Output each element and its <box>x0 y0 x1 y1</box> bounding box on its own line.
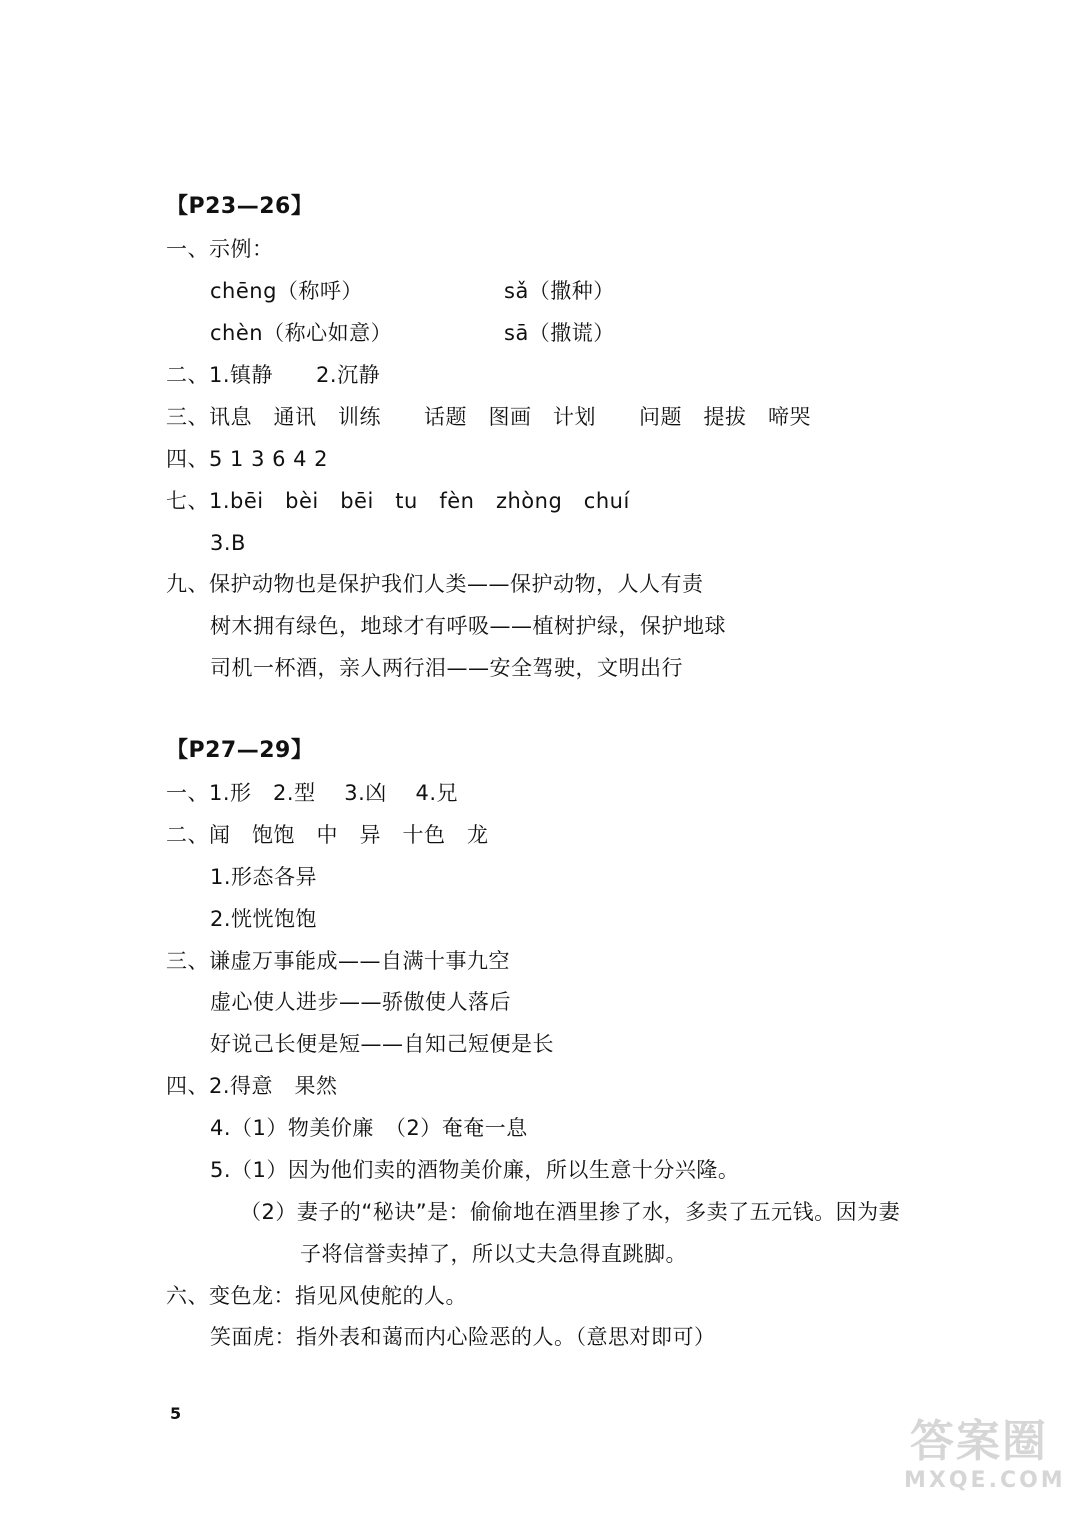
answer-line: 七、1.bēi bèi bēi tu fèn zhòng chuí <box>166 489 630 513</box>
watermark-logo <box>904 1416 1066 1516</box>
answer-line: 四、2.得意 果然 <box>166 1074 338 1098</box>
section-header-p23-26: 【P23—26】 <box>166 194 314 219</box>
answer-line: 虚心使人进步——骄傲使人落后 <box>210 990 511 1014</box>
answer-line: 笑面虎：指外表和蔼而内心险恶的人。（意思对即可） <box>210 1325 716 1349</box>
answer-line: 一、示例： <box>166 237 274 261</box>
answer-line: sā（撒谎） <box>504 321 615 345</box>
answer-line: 四、5 1 3 6 4 2 <box>166 447 329 471</box>
answer-line: 六、变色龙：指见风使舵的人。 <box>166 1284 467 1308</box>
answer-line: 1.形态各异 <box>210 865 318 889</box>
answer-line: 二、闻 饱饱 中 异 十色 龙 <box>166 823 489 847</box>
answer-line: 一、1.形 2.型 3.凶 4.兄 <box>166 781 458 805</box>
answer-line: 三、谦虚万事能成——自满十事九空 <box>166 949 510 973</box>
answer-line: 4.（1）物美价廉 （2）奄奄一息 <box>210 1116 528 1140</box>
answer-line: 司机一杯酒，亲人两行泪——安全驾驶，文明出行 <box>210 656 683 680</box>
answer-line: 5.（1）因为他们卖的酒物美价廉，所以生意十分兴隆。 <box>210 1158 740 1182</box>
answer-line: 好说己长便是短——自知己短便是长 <box>210 1032 554 1056</box>
answer-line: 树木拥有绿色，地球才有呼吸——植树护绿，保护地球 <box>210 614 726 638</box>
answer-line: 子将信誉卖掉了，所以丈夫急得直跳脚。 <box>300 1242 687 1266</box>
answer-line: 3.B <box>210 531 246 555</box>
watermark-title: 答案圈 <box>910 1416 1048 1467</box>
answer-line: 2.恍恍饱饱 <box>210 907 318 931</box>
page-number: 5 <box>170 1404 182 1423</box>
answer-line: 三、讯息 通讯 训练 话题 图画 计划 问题 提拔 啼哭 <box>166 405 811 429</box>
answer-line: chèn（称心如意） <box>210 321 393 345</box>
answer-line: （2）妻子的“秘诀”是：偷偷地在酒里掺了水，多卖了五元钱。因为妻 <box>240 1200 901 1224</box>
watermark-url: MXQE.COM <box>904 1468 1066 1493</box>
answer-line: sǎ（撒种） <box>504 279 615 303</box>
answer-line: 二、1.镇静 2.沉静 <box>166 363 381 387</box>
answer-line: chēng（称呼） <box>210 279 363 303</box>
answer-line: 九、保护动物也是保护我们人类——保护动物，人人有责 <box>166 572 704 596</box>
section-header-p27-29: 【P27—29】 <box>166 738 314 763</box>
